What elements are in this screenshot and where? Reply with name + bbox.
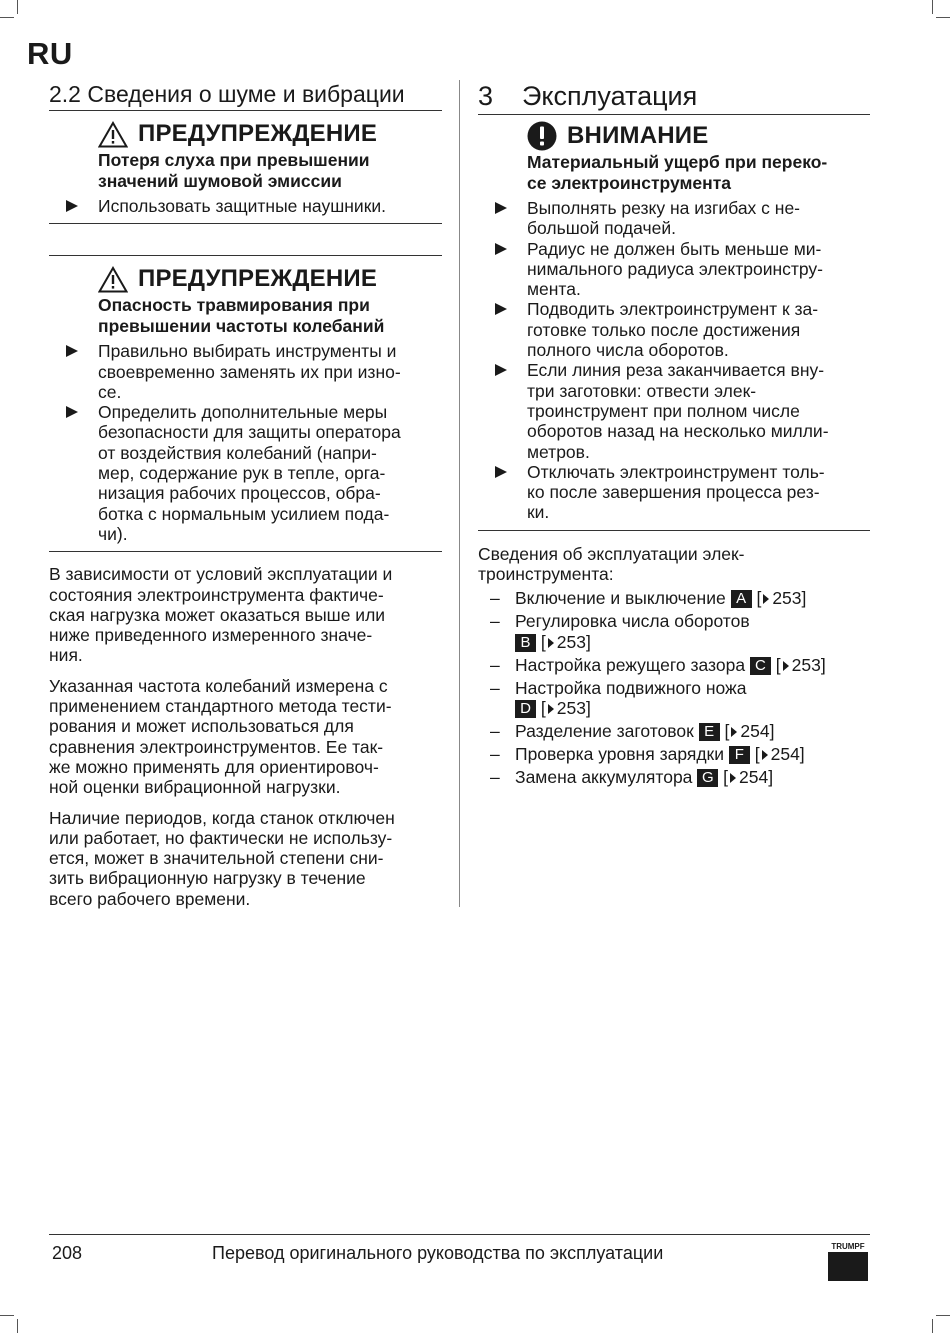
trumpf-logo (828, 1242, 868, 1281)
crop-mark (936, 1315, 950, 1316)
chapter-title: Эксплуатация (522, 81, 698, 111)
operation-label: Разделение заготовок (515, 721, 694, 742)
paragraph-line: ниже приведенного измеренного значе- (49, 625, 373, 646)
chapter-heading (478, 80, 870, 115)
paragraph-line: В зависимости от условий эксплуатации и (49, 564, 393, 585)
warning-subtitle (49, 150, 442, 191)
notice-subtitle-line: се электроинструмента (527, 172, 732, 193)
paragraph-line: Указанная частота колебаний измерена с (49, 675, 388, 696)
list-item-line: Отключать электроинструмент толь- (527, 461, 825, 482)
list-item-line: своевременно заменять их при изно- (98, 361, 401, 382)
list-item (478, 239, 870, 300)
list-item-line: мента. (527, 279, 581, 300)
paragraph-line: или работает, но фактически не использу- (49, 827, 393, 848)
list-item-line: Если линия реза заканчивается вну- (527, 360, 825, 381)
list-item-line: мер, содержание рук в тепле, орга- (98, 463, 386, 484)
operation-label: Включение и выключение (515, 588, 726, 609)
notice-heading (478, 121, 870, 151)
notice-subtitle (478, 152, 870, 193)
column-divider (459, 80, 460, 907)
crop-mark (932, 0, 933, 14)
list-item-line: Использовать защитные наушники. (98, 196, 386, 216)
operation-label: Настройка подвижного ножа (515, 677, 747, 698)
list-item-line: оборотов назад на несколько милли- (527, 421, 829, 442)
dash-bullet: – (490, 654, 500, 675)
list-item-line: чи). (98, 523, 128, 544)
figure-key-badge: G (697, 769, 718, 787)
paragraph (49, 808, 442, 909)
exclamation-circle-icon (527, 121, 557, 151)
list-item (478, 462, 870, 523)
paragraph-line: ния. (49, 645, 83, 666)
arrow-right-icon (548, 638, 554, 648)
dash-bullet: – (490, 767, 500, 788)
page-number: 254] (739, 767, 774, 788)
list-item-line: ки. (527, 502, 550, 523)
list-item-line: безопасности для защиты оператора (98, 422, 401, 443)
section-number: 2.2 (49, 81, 81, 107)
arrow-right-icon (730, 773, 736, 783)
dash-bullet: – (490, 611, 500, 632)
warning-heading (49, 119, 442, 149)
operation-item (478, 767, 870, 788)
language-label: RU (27, 36, 73, 71)
page-number: 208 (52, 1243, 83, 1263)
warning-subtitle-line: Опасность травмирования при (98, 295, 370, 316)
operation-label: Замена аккумулятора (515, 767, 693, 788)
list-item-line: три заготовки: отвести элек- (527, 380, 757, 401)
warning-triangle-icon (98, 121, 128, 148)
warning-title: ПРЕДУПРЕЖДЕНИЕ (138, 120, 378, 147)
paragraph-line: ская нагрузка может оказаться выше или (49, 604, 386, 625)
list-item-line: ботка с нормальным усилием пода- (98, 503, 390, 524)
list-item (478, 198, 870, 239)
list-item-line: большой подачей. (527, 218, 676, 239)
crop-mark (932, 1319, 933, 1333)
list-item-line: нимального радиуса электроинстру- (527, 258, 824, 279)
paragraph-line: применением стандартного метода тести- (49, 696, 392, 717)
operation-label: Настройка режущего зазора (515, 654, 746, 675)
dash-bullet: – (490, 744, 500, 765)
list-item-line: готовке только после достижения (527, 319, 801, 340)
crop-mark (936, 17, 950, 18)
paragraph-line: троинструмента: (478, 564, 614, 585)
page-number: 254] (740, 721, 775, 742)
paragraph (49, 676, 442, 798)
warning-subtitle-line: Потеря слуха при превышении (98, 150, 370, 170)
list-item-line: Выполнять резку на изгибах с не- (527, 198, 801, 218)
list-item (478, 299, 870, 360)
crop-mark (17, 0, 18, 14)
bullet-triangle-icon (66, 345, 78, 357)
list-item (49, 341, 442, 402)
warning-hearing (49, 111, 442, 224)
list-item (49, 196, 442, 216)
page-number: 253] (556, 631, 591, 652)
figure-key-badge: F (729, 746, 750, 764)
list-item-line: низация рабочих процессов, обра- (98, 483, 381, 504)
notice-title: ВНИМАНИЕ (567, 122, 709, 149)
page-number: 253] (556, 698, 591, 719)
list-item-line: полного числа оборотов. (527, 340, 729, 361)
bullet-triangle-icon (495, 243, 507, 255)
logo-block (828, 1252, 868, 1281)
bullet-triangle-icon (66, 406, 78, 418)
warning-subtitle-line: значений шумовой эмиссии (98, 170, 342, 191)
figure-key-badge: C (750, 657, 771, 675)
arrow-right-icon (762, 750, 768, 760)
paragraph-line: состояния электроинструмента фактиче- (49, 584, 384, 605)
section-heading (49, 80, 442, 111)
list-item-line: Подводить электроинструмент к за- (527, 299, 819, 320)
footer-caption: Перевод оригинального руководства по эксплуатации (212, 1243, 664, 1263)
warning-triangle-icon (98, 266, 128, 293)
paragraph (49, 564, 442, 665)
dash-bullet: – (490, 588, 500, 609)
notice-measures (478, 198, 870, 523)
paragraph-line: всего рабочего времени. (49, 888, 251, 909)
arrow-right-icon (731, 727, 737, 737)
bullet-triangle-icon (495, 364, 507, 376)
paragraph-line: Сведения об эксплуатации элек- (478, 543, 745, 564)
warning-measures (49, 341, 442, 544)
operation-item (478, 611, 870, 652)
footer-divider (49, 1234, 870, 1235)
warning-measures (49, 196, 442, 216)
warning-title: ПРЕДУПРЕЖДЕНИЕ (138, 265, 378, 293)
page-number: 253] (791, 654, 826, 675)
figure-key-badge: B (515, 634, 536, 652)
list-item-line: Радиус не должен быть меньше ми- (527, 238, 822, 259)
paragraph-line: ется, может в значительной степени сни- (49, 848, 384, 869)
section-title: Сведения о шуме и вибрации (87, 81, 405, 107)
list-item-line: се. (98, 381, 122, 402)
paragraph-line: же можно применять для ориентировоч- (49, 756, 379, 777)
list-item-line: от воздействия колебаний (напри- (98, 442, 377, 463)
bullet-triangle-icon (495, 303, 507, 315)
list-item (49, 402, 442, 544)
chapter-number: 3 (478, 81, 494, 111)
crop-mark (0, 1315, 14, 1316)
arrow-right-icon (763, 594, 769, 604)
arrow-right-icon (548, 704, 554, 714)
crop-mark (0, 17, 14, 18)
bullet-triangle-icon (495, 466, 507, 478)
notice-subtitle-line: Материальный ущерб при переко- (527, 152, 828, 172)
bullet-triangle-icon (495, 202, 507, 214)
page-reference-link[interactable]: [ 254] (754, 744, 805, 765)
paragraph-line: рования и может использоваться для (49, 716, 354, 737)
page-number: 253] (772, 588, 807, 609)
crop-mark (17, 1319, 18, 1333)
operation-label: Проверка уровня зарядки (515, 744, 724, 765)
dash-bullet: – (490, 721, 500, 742)
list-item-line: троинструмент при полном числе (527, 400, 800, 421)
operation-item (478, 721, 870, 742)
warning-subtitle (49, 295, 442, 336)
paragraph-line: сравнения электроинструментов. Ее так- (49, 736, 384, 757)
arrow-right-icon (783, 661, 789, 671)
list-item-line: ко после завершения процесса рез- (527, 482, 820, 503)
figure-key-badge: D (515, 700, 536, 718)
notice-material-damage (478, 115, 870, 531)
page-reference-link[interactable]: [ 253] (756, 588, 807, 609)
figure-key-badge: E (699, 723, 720, 741)
page-reference-link[interactable]: [ 254] (723, 767, 774, 788)
paragraph-line: Наличие периодов, когда станок отключен (49, 807, 395, 828)
figure-key-badge: A (731, 590, 752, 608)
dash-bullet: – (490, 677, 500, 698)
page-number: 254] (770, 744, 805, 765)
page-reference-link[interactable]: [ 253] (540, 698, 591, 719)
warning-subtitle-line: превышении частоты колебаний (98, 315, 385, 336)
operation-item (478, 655, 870, 676)
list-item-line: Правильно выбирать инструменты и (98, 341, 397, 362)
paragraph-line: зить вибрационную нагрузку в течение (49, 868, 366, 889)
page-reference-link[interactable]: [ 253] (775, 654, 826, 675)
logo-wordmark: TRUMPF (831, 1242, 865, 1251)
warning-vibration (49, 255, 442, 552)
bullet-triangle-icon (66, 200, 78, 212)
operation-label: Регулировка числа оборотов (515, 611, 750, 632)
list-item (478, 360, 870, 461)
paragraph-line: ной оценки вибрационной нагрузки. (49, 777, 341, 798)
operations-list (478, 588, 870, 788)
page-reference-link[interactable]: [ 254] (724, 721, 775, 742)
operations-intro (478, 544, 870, 585)
page-reference-link[interactable]: [ 253] (540, 631, 591, 652)
operation-item (478, 744, 870, 765)
warning-heading (49, 264, 442, 294)
operation-item (478, 588, 870, 609)
list-item-line: метров. (527, 441, 590, 462)
list-item-line: Определить дополнительные меры (98, 402, 388, 423)
right-column (478, 80, 870, 790)
left-column (49, 80, 442, 919)
operation-item (478, 678, 870, 719)
